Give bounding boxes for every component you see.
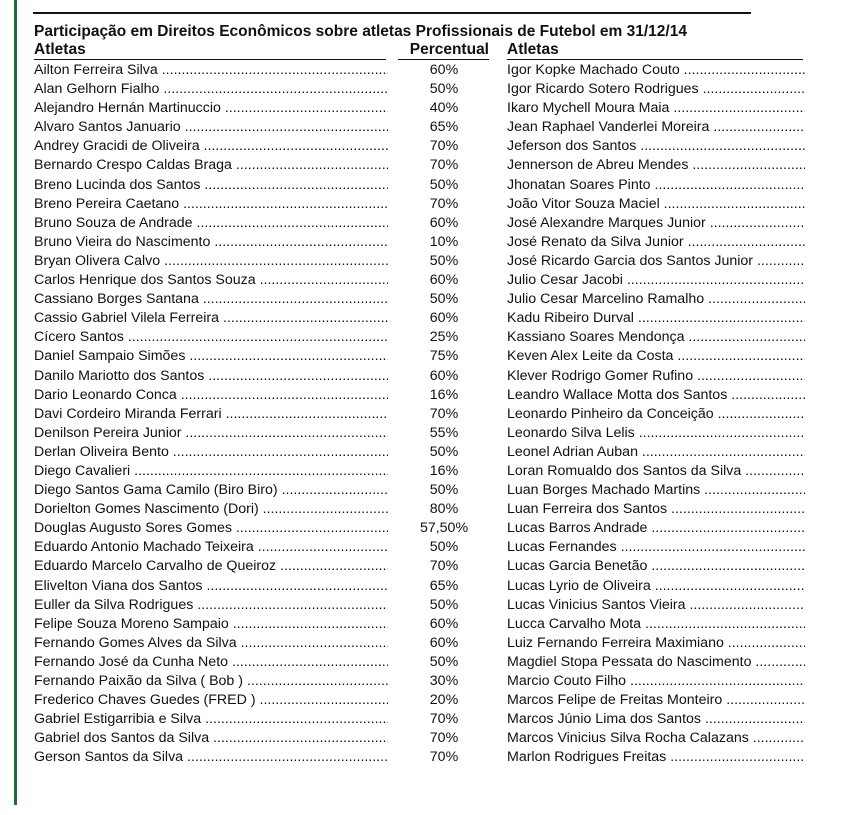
athlete-name: Luan Ferreira dos Santos .....: [507, 500, 805, 519]
athlete-name: Elivelton Viana dos Santos .....: [34, 577, 388, 596]
athlete-name: Diego Santos Gama Camilo (Biro Biro) .....: [34, 481, 388, 500]
athlete-name: Klever Rodrigo Gomer Rufino .....: [507, 367, 805, 386]
percentual-value: 60%: [429, 367, 459, 384]
percentual-value: 50%: [429, 252, 459, 269]
athlete-name: Breno Lucinda dos Santos .....: [34, 176, 388, 195]
athlete-name: Igor Ricardo Sotero Rodrigues .....: [507, 80, 805, 99]
athlete-name: Fernando Paixão da Silva ( Bob ) .....: [34, 672, 388, 691]
athlete-name: Jean Raphael Vanderlei Moreira .....: [507, 118, 805, 137]
athlete-name: Frederico Chaves Guedes (FRED ) .....: [34, 691, 388, 710]
athlete-name: Lucas Fernandes .....: [507, 538, 805, 557]
athlete-name: Lucas Garcia Benetão .....: [507, 557, 805, 576]
athlete-name: Breno Pereira Caetano .....: [34, 195, 388, 214]
athlete-name: Loran Romualdo dos Santos da Silva .....: [507, 462, 805, 481]
percentual-value: 50%: [429, 653, 459, 670]
athlete-name: José Renato da Silva Junior .....: [507, 233, 805, 252]
percentual-value: 50%: [429, 596, 459, 613]
page-margin-bar: [14, 0, 17, 805]
percentual-column: [398, 61, 490, 767]
percentual-value: 80%: [429, 501, 459, 518]
percentual-value: 57,50%: [419, 520, 469, 537]
percentual-value: 70%: [429, 157, 459, 174]
athlete-name: Alejandro Hernán Martinuccio .....: [34, 99, 388, 118]
percentual-value: 70%: [429, 558, 459, 575]
athlete-name: Marcos Felipe de Freitas Monteiro .....: [507, 691, 805, 710]
percentual-value: 70%: [429, 711, 459, 728]
header-atletas: Atletas: [34, 41, 386, 60]
percentual-value: 16%: [429, 386, 459, 403]
athlete-name: Luan Borges Machado Martins .....: [507, 481, 805, 500]
athlete-name: Cícero Santos .....: [34, 328, 388, 347]
athlete-name: Leonel Adrian Auban .....: [507, 443, 805, 462]
percentual-value: 50%: [429, 176, 459, 193]
athlete-name: Douglas Augusto Sores Gomes .....: [34, 519, 388, 538]
percentual-value: 65%: [429, 119, 459, 136]
percentual-value: 60%: [429, 272, 459, 289]
athlete-name: Dorielton Gomes Nascimento (Dori) .....: [34, 500, 388, 519]
percentual-value: 70%: [429, 405, 459, 422]
percentual-value: 60%: [429, 62, 459, 78]
athlete-name: Bernardo Crespo Caldas Braga .....: [34, 156, 388, 175]
athlete-name: Kassiano Soares Mendonça .....: [507, 328, 805, 347]
athlete-name: Danilo Mariotto dos Santos .....: [34, 367, 388, 386]
athlete-name: Leonardo Pinheiro da Conceição .....: [507, 405, 805, 424]
document-title: Participação em Direitos Econômicos sobre atletas Profissionais de Futebol em 31/12/14: [34, 23, 687, 40]
athlete-name: Carlos Henrique dos Santos Souza .....: [34, 271, 388, 290]
percentual-value: 70%: [429, 138, 459, 155]
athlete-name: Eduardo Antonio Machado Teixeira .....: [34, 538, 388, 557]
athlete-name: João Vitor Souza Maciel .....: [507, 195, 805, 214]
athlete-name: Ailton Ferreira Silva .....: [34, 61, 388, 80]
athlete-name: Bryan Olivera Calvo .....: [34, 252, 388, 271]
percentual-value: 20%: [429, 692, 459, 709]
athlete-name: Gabriel dos Santos da Silva .....: [34, 729, 388, 748]
percentual-value: 40%: [429, 100, 459, 117]
percentual-value: 50%: [429, 81, 459, 98]
athlete-name: Lucas Barros Andrade .....: [507, 519, 805, 538]
athlete-name: Alvaro Santos Januario .....: [34, 118, 388, 137]
athlete-name: Diego Cavalieri .....: [34, 462, 388, 481]
athlete-name: Andrey Gracidi de Oliveira .....: [34, 137, 388, 156]
athlete-name: Fernando Gomes Alves da Silva .....: [34, 634, 388, 653]
athlete-name: Julio Cesar Marcelino Ramalho .....: [507, 290, 805, 309]
percentual-value: 70%: [429, 730, 459, 747]
athlete-name: Gerson Santos da Silva .....: [34, 748, 388, 767]
athlete-name: Kadu Ribeiro Durval .....: [507, 309, 805, 328]
athlete-name: Lucas Lyrio de Oliveira .....: [507, 577, 805, 596]
top-rule: [33, 12, 751, 14]
header-percentual: Percentual: [398, 41, 489, 60]
athlete-name: Lucas Vinicius Santos Vieira .....: [507, 596, 805, 615]
athlete-name: Julio Cesar Jacobi .....: [507, 271, 805, 290]
athlete-name: Cassiano Borges Santana .....: [34, 290, 388, 309]
percentual-value: 50%: [429, 291, 459, 308]
athlete-name: Dario Leonardo Conca .....: [34, 386, 388, 405]
athlete-name: Euller da Silva Rodrigues .....: [34, 596, 388, 615]
athlete-name: Igor Kopke Machado Couto .....: [507, 61, 805, 80]
percentual-value: 50%: [429, 539, 459, 556]
athlete-name: Daniel Sampaio Simões .....: [34, 347, 388, 366]
athlete-name: Leonardo Silva Lelis .....: [507, 424, 805, 443]
athlete-name: Jennerson de Abreu Mendes .....: [507, 156, 805, 175]
athlete-name: Jhonatan Soares Pinto .....: [507, 176, 805, 195]
athlete-name: José Alexandre Marques Junior .....: [507, 214, 805, 233]
athlete-name: Luiz Fernando Ferreira Maximiano .....: [507, 634, 805, 653]
athlete-name: Marlon Rodrigues Freitas .....: [507, 748, 805, 767]
percentual-value: 60%: [429, 310, 459, 327]
athlete-name: Marcio Couto Filho .....: [507, 672, 805, 691]
percentual-value: 50%: [429, 443, 459, 460]
percentual-value: 55%: [429, 424, 459, 441]
percentual-value: 25%: [429, 329, 459, 346]
percentual-value: 70%: [429, 749, 459, 766]
athlete-name: Jeferson dos Santos .....: [507, 137, 805, 156]
percentual-value: 60%: [429, 214, 459, 231]
athlete-name: Keven Alex Leite da Costa .....: [507, 347, 805, 366]
athlete-name: Cassio Gabriel Vilela Ferreira .....: [34, 309, 388, 328]
athlete-name: Lucca Carvalho Mota .....: [507, 615, 805, 634]
right-athlete-column: [507, 61, 805, 767]
athlete-name: Eduardo Marcelo Carvalho de Queiroz .....: [34, 557, 388, 576]
percentual-value: 65%: [429, 577, 459, 594]
athlete-name: Marcos Júnio Lima dos Santos .....: [507, 710, 805, 729]
athlete-name: Felipe Souza Moreno Sampaio .....: [34, 615, 388, 634]
percentual-value: 50%: [429, 482, 459, 499]
header-atletas-right: Atletas: [507, 41, 803, 60]
athlete-name: Leandro Wallace Motta dos Santos .....: [507, 386, 805, 405]
percentual-value: 60%: [429, 634, 459, 651]
percentual-value: 30%: [429, 673, 459, 689]
athlete-name: José Ricardo Garcia dos Santos Junior .....: [507, 252, 805, 271]
athlete-name: Gabriel Estigarribia e Silva .....: [34, 710, 388, 729]
athlete-name: Denilson Pereira Junior .....: [34, 424, 388, 443]
percentual-value: 70%: [429, 195, 459, 212]
left-athlete-column: [34, 61, 388, 767]
athlete-name: Ikaro Mychell Moura Maia .....: [507, 99, 805, 118]
athlete-name: Magdiel Stopa Pessata do Nascimento .....: [507, 653, 805, 672]
athlete-name: Bruno Vieira do Nascimento .....: [34, 233, 388, 252]
athlete-name: Marcos Vinicius Silva Rocha Calazans .....: [507, 729, 805, 748]
athlete-name: Fernando José da Cunha Neto .....: [34, 653, 388, 672]
percentual-value: 75%: [429, 348, 459, 365]
percentual-value: 60%: [429, 615, 459, 632]
percentual-value: 10%: [429, 233, 459, 250]
percentual-value: 16%: [429, 462, 459, 479]
athlete-name: Davi Cordeiro Miranda Ferrari .....: [34, 405, 388, 424]
athlete-name: Derlan Oliveira Bento .....: [34, 443, 388, 462]
athlete-name: Bruno Souza de Andrade .....: [34, 214, 388, 233]
athlete-name: Alan Gelhorn Fialho .....: [34, 80, 388, 99]
